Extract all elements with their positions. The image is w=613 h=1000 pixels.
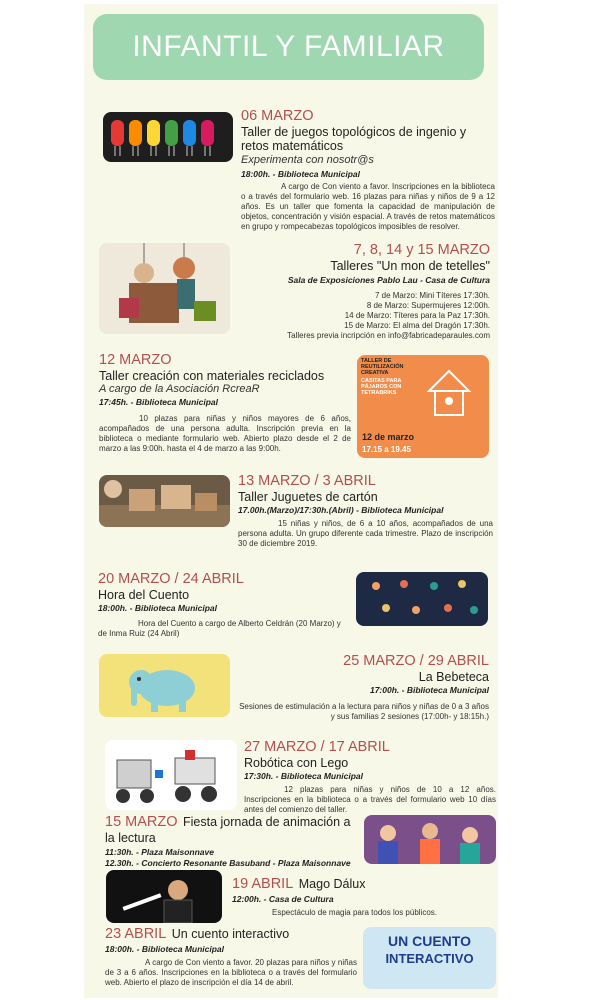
- event-meta: 17:45h. - Biblioteca Municipal: [99, 397, 219, 407]
- event-title: Taller de juegos topológicos de ingenio y retos matemáticos: [241, 125, 467, 153]
- event-meta: 18:00h. - Biblioteca Municipal: [98, 603, 218, 613]
- event-line: 8 de Marzo: Supermujeres 12:00h.: [366, 301, 490, 310]
- event-meta: 17.00h.(Marzo)/17:30h.(Abril) - Biblioteca Municipal: [238, 505, 444, 515]
- event-description: Espectáculo de magia para todos los públicos.: [272, 908, 437, 917]
- event-date: 19 ABRIL: [232, 876, 294, 892]
- event-meta: 17:30h. - Biblioteca Municipal: [244, 771, 364, 781]
- event-date: 13 MARZO / 3 ABRIL: [238, 473, 376, 489]
- magician-image: [106, 870, 222, 923]
- poster-title: INTERACTIVO: [385, 951, 474, 966]
- event-description: 12 plazas para niñas y niños de 10 a 12 años. Inscripciones en la biblioteca o a través del formulario web 10 días antes del comienzo del taller.: [244, 785, 496, 814]
- event-27-marzo-17-abril: [244, 739, 496, 815]
- cardboard-toys-image: [99, 475, 230, 527]
- event-date: 12 MARZO: [99, 352, 172, 368]
- event-line: Talleres previa incripción en info@fabricadeparaules.com: [287, 331, 490, 340]
- event-12-marzo: [99, 352, 351, 454]
- interactive-story-poster: [363, 927, 496, 989]
- event-7-8-14-15-marzo: [240, 242, 490, 341]
- poster-subheading: CASITAS PARA PÁJAROS CON TETRABRIKS: [361, 378, 402, 396]
- event-line: 15 de Marzo: El alma del Dragón 17:30h.: [344, 321, 490, 330]
- event-19-abril: [232, 876, 492, 918]
- event-title: Mago Dálux: [298, 877, 366, 891]
- event-20-marzo-24-abril: [98, 571, 348, 639]
- event-15-marzo: [105, 814, 355, 869]
- event-meta: Sala de Exposiciones Pablo Lau - Casa de Cultura: [287, 275, 490, 285]
- event-line: 7 de Marzo: Mini Títeres 17:30h.: [374, 291, 490, 300]
- event-date: 06 MARZO: [241, 108, 314, 124]
- event-description: Sesiones de estimulación a la lectura para niños y niñas de 0 a 3 años y sus familias 2 sesiones (17:00h- y 18:15h.): [239, 702, 489, 721]
- section-banner: INFANTIL Y FAMILIAR: [93, 14, 484, 80]
- event-meta: 12:00h. - Casa de Cultura: [232, 894, 334, 904]
- event-subtitle: A cargo de la Asociación RcreaR: [99, 383, 260, 395]
- storytelling-illustration: [356, 572, 488, 626]
- event-date: 27 MARZO / 17 ABRIL: [244, 739, 390, 755]
- event-description: 15 niñas y niños, de 6 a 10 años, acompañados de una persona adulta. Un grupo diferente cada trimestre. Plazo de inscripción 30 de diciembre 2019.: [238, 519, 493, 548]
- event-description: A cargo de Con viento a favor. Inscripciones en la biblioteca o a través del formulario web. 16 plazas para niñas y niños de 9 a 12 años. Es un taller que fomenta la capacidad de manipulación de objetos, concentración y visión espacial. A través de retos matemáticos en grupo y rompecabezas topológicos imposibles de resolver.: [241, 182, 495, 231]
- event-date: 25 MARZO / 29 ABRIL: [343, 653, 489, 669]
- event-date: 20 MARZO / 24 ABRIL: [98, 571, 244, 587]
- puppets-image: [99, 243, 230, 334]
- event-title: Taller creación con materiales reciclados: [99, 369, 325, 383]
- event-meta: 12.30h. - Concierto Resonante Basuband - Plaza Maisonnave: [105, 858, 351, 868]
- poster-time: 17.15 a 19.45: [362, 445, 411, 454]
- poster-date: 12 de marzo: [362, 432, 415, 442]
- event-meta: 17:00h. - Biblioteca Municipal: [369, 685, 489, 695]
- event-title: Taller Juguetes de cartón: [238, 490, 378, 504]
- event-06-marzo: [241, 108, 495, 232]
- poster-heading: REUTILIZACIÓN CREATIVA: [361, 364, 404, 376]
- event-title: La Bebeteca: [418, 670, 489, 684]
- event-description: A cargo de Con viento a favor. 20 plazas para niños y niñas de 3 a 6 años. Inscripciones en la biblioteca o a través del formulario web. Abierto el plazo de inscripción el día 14 de abril.: [105, 958, 357, 987]
- event-13-marzo-3-abril: [238, 473, 493, 549]
- lego-robots-image: [105, 740, 237, 810]
- event-title: Talleres "Un mon de tetelles": [330, 259, 490, 273]
- event-line: 14 de Marzo: Títeres para la Paz 17:30h.: [344, 311, 490, 320]
- event-23-abril: [105, 926, 357, 988]
- event-title: Un cuento interactivo: [171, 927, 290, 941]
- event-25-marzo-29-abril: [238, 653, 489, 722]
- event-title: Fiesta jornada de animación a la lectura: [105, 815, 351, 845]
- event-title: Hora del Cuento: [98, 588, 190, 602]
- poster-heading: TALLER DE: [361, 358, 392, 364]
- event-subtitle: Experimenta con nosotr@s: [241, 154, 374, 166]
- event-meta: 18:00h. - Biblioteca Municipal: [241, 169, 361, 179]
- recycling-workshop-poster: [357, 355, 489, 458]
- event-date: 15 MARZO: [105, 814, 178, 830]
- event-meta: 18:00h. - Biblioteca Municipal: [105, 944, 225, 954]
- event-date: 7, 8, 14 y 15 MARZO: [353, 242, 490, 258]
- event-date: 23 ABRIL: [105, 926, 167, 942]
- elephant-image: [99, 654, 230, 717]
- reading-festival-image: [364, 815, 496, 864]
- poster-title: UN CUENTO: [388, 933, 471, 949]
- event-meta: 11:30h. - Plaza Maisonnave: [105, 847, 214, 857]
- colored-bulbs-image: [103, 112, 233, 162]
- event-description: Hora del Cuento a cargo de Alberto Celdrán (20 Marzo) y de Inma Ruiz (24 Abril): [98, 619, 341, 638]
- event-description: 10 plazas para niñas y niños mayores de 6 años, acompañados de una persona adulta. Inscripción previa en la biblioteca o mediante formulario web. Abierto plazo desde el 2 de marzo a las 9:00h. hasta el 4 de marzo a las 9:00h.: [99, 414, 351, 453]
- event-title: Robótica con Lego: [244, 756, 349, 770]
